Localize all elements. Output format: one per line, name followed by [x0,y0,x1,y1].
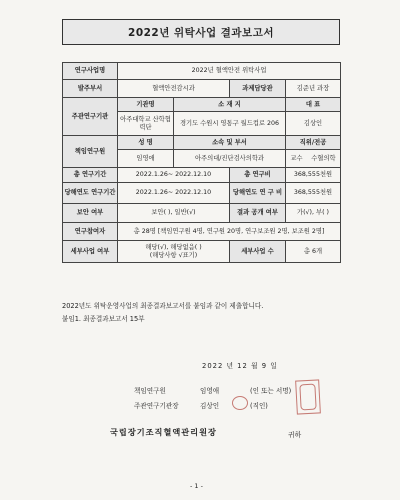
disclosure-value: 가(√), 부( ) [286,204,341,223]
total-period: 2022.1.26~ 2022.12.10 [118,168,230,183]
total-period-label: 총 연구기간 [63,168,118,183]
official-seal-stamp [295,379,321,414]
researcher-name: 임영애 [118,150,174,168]
table-row [63,80,341,98]
subproject-note: (해당사항 √표기) [149,251,198,259]
signature-name: 임영애 [200,387,220,395]
host-institution-label: 주관연구기관 [63,98,118,136]
table-row [63,183,341,204]
location-header: 소 재 지 [174,98,286,112]
department-label: 발주부서 [63,80,118,98]
subproject-label: 세부사업 여부 [63,241,118,263]
researcher-title: 교수 [290,154,303,162]
table-row [63,136,341,150]
department: 혈액안전감시과 [118,80,230,98]
affiliation-header: 소속 및 부서 [174,136,286,150]
page-number: - 1 - [190,482,203,490]
document-title: 2022년 위탁사업 결과보고서 [62,19,340,45]
submission-date: 2022 년 12 월 9 일 [202,362,278,370]
researcher-major: 수혈의학 [311,154,336,162]
project-name-label: 연구사업명 [63,63,118,80]
table-row [63,204,341,223]
table-row [63,241,341,263]
disclosure-label: 결과 공개 여부 [230,204,286,223]
position-header: 직위/전공 [286,136,341,150]
table-row [63,223,341,241]
researcher-label: 책임연구원 [63,136,118,168]
total-budget: 368,555천원 [286,168,341,183]
total-budget-label: 총 연구비 [230,168,286,183]
name-header: 성 명 [118,136,174,150]
subproject-count: 총 6개 [286,241,341,263]
year-budget-label: 당해연도 연 구 비 [230,183,286,204]
table-row [63,168,341,183]
security-value: 보안( ), 일반(√) [118,204,230,223]
participants-label: 연구참여자 [63,223,118,241]
researcher-position-cell [286,150,341,168]
subproject-count-label: 세부사업 수 [230,241,286,263]
representative-header: 대 표 [286,98,341,112]
project-name: 2022년 혈액안전 위탁사업 [118,63,341,80]
signature-seal-label: (인 또는 서명) [250,387,292,395]
year-budget: 368,555천원 [286,183,341,204]
manager: 김준년 과장 [286,80,341,98]
table-row [63,63,341,80]
signature-role: 주관연구기관장 [134,402,179,410]
report-summary-table [62,62,341,263]
representative: 김상인 [286,112,341,136]
subproject-value: 해당(√), 해당없음( ) [145,243,202,251]
submission-statement: 2022년도 위탁운영사업의 최종결과보고서를 붙임과 같이 제출합니다. [62,302,264,310]
signature-name: 김상인 [200,402,220,410]
table-row [63,98,341,112]
attachment-note: 붙임1. 최종결과보고서 15부 [62,315,145,323]
subproject-value-cell [118,241,230,263]
personal-seal-stamp [232,396,248,410]
signature-role: 책임연구원 [134,387,166,395]
security-label: 보안 여부 [63,204,118,223]
institution-location: 경기도 수원시 영통구 월드컵로 206 [174,112,286,136]
year-period: 2022.1.26~ 2022.12.10 [118,183,230,204]
manager-label: 과제담당관 [230,80,286,98]
signature-seal-label: (직인) [250,402,268,410]
researcher-affiliation: 아주의대/진단검사의학과 [174,150,286,168]
inst-name-header: 기관명 [118,98,174,112]
recipient-suffix: 귀하 [288,431,302,439]
participants-value: 총 28명 [책임연구원 4명, 연구원 20명, 연구보조원 2명, 보조원 2명] [118,223,341,241]
recipient: 국립장기조직혈액관리원장 [110,427,217,437]
institution-name: 아주대학교 산학협력단 [118,112,174,136]
year-period-label: 당해연도 연구기간 [63,183,118,204]
